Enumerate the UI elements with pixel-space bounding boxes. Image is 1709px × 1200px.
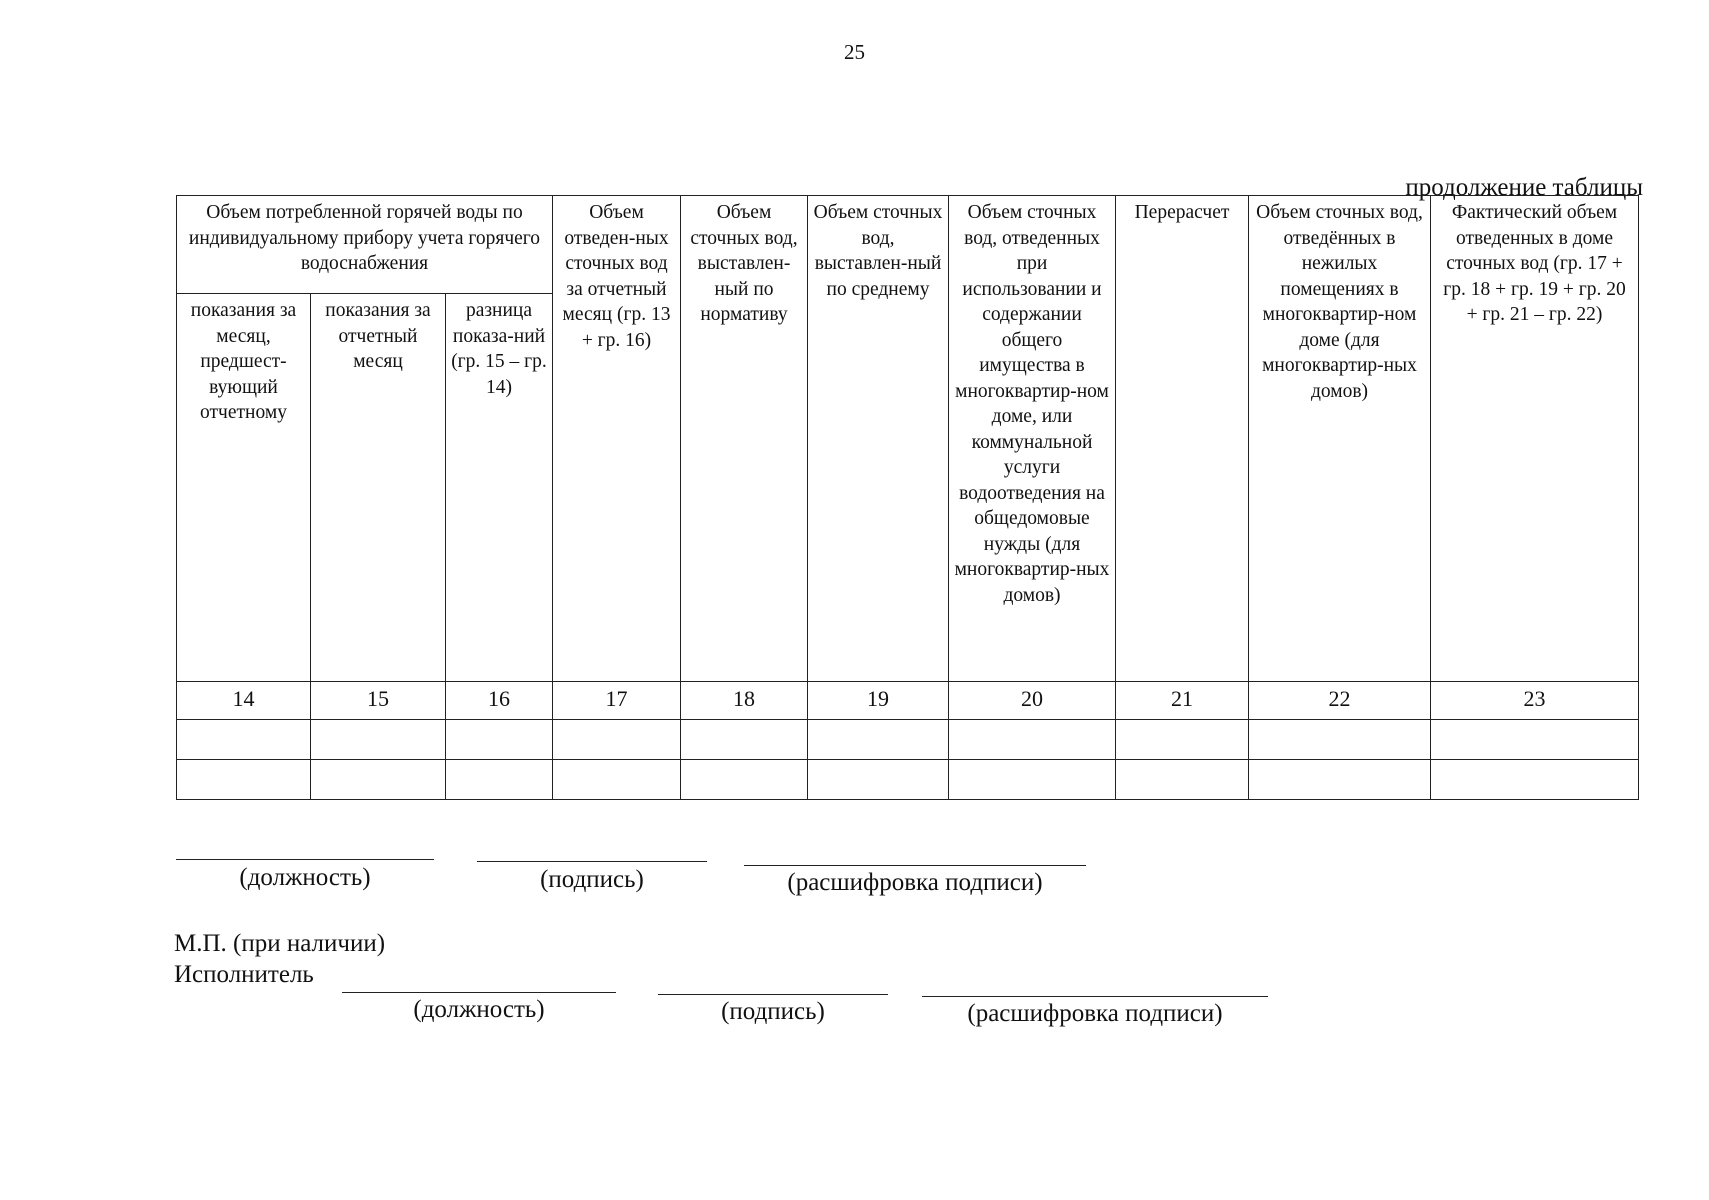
position-signature-line[interactable]: [176, 859, 434, 860]
table-cell[interactable]: [949, 720, 1116, 760]
table-continuation-label: продолжение таблицы: [1405, 174, 1643, 201]
table-header-row: [177, 196, 1639, 294]
executor-decoding-caption: (расшифровка подписи): [967, 1000, 1223, 1027]
column-header-15: показания за отчетный месяц: [311, 294, 446, 682]
table-row: [177, 760, 1639, 800]
column-number: 18: [681, 682, 808, 720]
table-cell[interactable]: [808, 720, 949, 760]
table-cell[interactable]: [1116, 760, 1249, 800]
executor-position-caption: (должность): [413, 996, 545, 1023]
table-cell[interactable]: [681, 720, 808, 760]
column-header-14: показания за месяц, предшест-вующий отчетному: [177, 294, 311, 682]
column-header-20: Объем сточных вод, отведенных при использовании и содержании общего имущества в многоквартир-ном доме, или коммунальной услуги водоотведения на общедомовые нужды (для многоквартир-ных домов): [949, 196, 1116, 682]
table-cell[interactable]: [311, 720, 446, 760]
column-number: 14: [177, 682, 311, 720]
table-cell[interactable]: [808, 760, 949, 800]
table-cell[interactable]: [1431, 760, 1639, 800]
position-caption: (должность): [239, 864, 371, 891]
table-cell[interactable]: [553, 760, 681, 800]
table-cell[interactable]: [1249, 760, 1431, 800]
column-number: 23: [1431, 682, 1639, 720]
column-header-16: разница показа-ний (гр. 15 – гр. 14): [446, 294, 553, 682]
column-number: 16: [446, 682, 553, 720]
table-cell[interactable]: [949, 760, 1116, 800]
column-header-22: Объем сточных вод, отведённых в нежилых помещениях в многоквартир-ном доме (для многоквартир-ных домов): [1249, 196, 1431, 682]
column-number: 17: [553, 682, 681, 720]
signature-line[interactable]: [477, 861, 707, 862]
table-cell[interactable]: [1116, 720, 1249, 760]
column-number: 20: [949, 682, 1116, 720]
executor-signature-line[interactable]: [658, 994, 888, 995]
column-number: 15: [311, 682, 446, 720]
executor-position-line[interactable]: [342, 992, 616, 993]
decoding-signature-line[interactable]: [744, 865, 1086, 866]
table-cell[interactable]: [446, 720, 553, 760]
table-cell[interactable]: [177, 720, 311, 760]
table-cell[interactable]: [1431, 720, 1639, 760]
signature-caption: (подпись): [540, 866, 644, 893]
column-header-23: Фактический объем отведенных в доме сточных вод (гр. 17 + гр. 18 + гр. 19 + гр. 20 + гр. 21 – гр. 22): [1431, 196, 1639, 682]
executor-label: Исполнитель: [174, 961, 314, 988]
table-cell[interactable]: [177, 760, 311, 800]
decoding-caption: (расшифровка подписи): [787, 869, 1043, 896]
page-number: 25: [844, 40, 865, 64]
column-header-18: Объем сточных вод, выставлен-ный по нормативу: [681, 196, 808, 682]
hot-water-group-header: Объем потребленной горячей воды по индивидуальному прибору учета горячего водоснабжения: [177, 196, 553, 294]
column-number: 22: [1249, 682, 1431, 720]
table-cell[interactable]: [1249, 720, 1431, 760]
seal-label: М.П. (при наличии): [174, 930, 386, 957]
column-header-17: Объем отведен-ных сточных вод за отчетный месяц (гр. 13 + гр. 16): [553, 196, 681, 682]
executor-signature-caption: (подпись): [721, 998, 825, 1025]
table-cell[interactable]: [681, 760, 808, 800]
column-header-19: Объем сточных вод, выставлен-ный по среднему: [808, 196, 949, 682]
column-number-row: [177, 682, 1639, 720]
report-table: [176, 195, 1639, 800]
column-header-21: Перерасчет: [1116, 196, 1249, 682]
table-cell[interactable]: [311, 760, 446, 800]
table-cell[interactable]: [553, 720, 681, 760]
executor-decoding-line[interactable]: [922, 996, 1268, 997]
table-row: [177, 720, 1639, 760]
column-number: 21: [1116, 682, 1249, 720]
column-number: 19: [808, 682, 949, 720]
table-cell[interactable]: [446, 760, 553, 800]
